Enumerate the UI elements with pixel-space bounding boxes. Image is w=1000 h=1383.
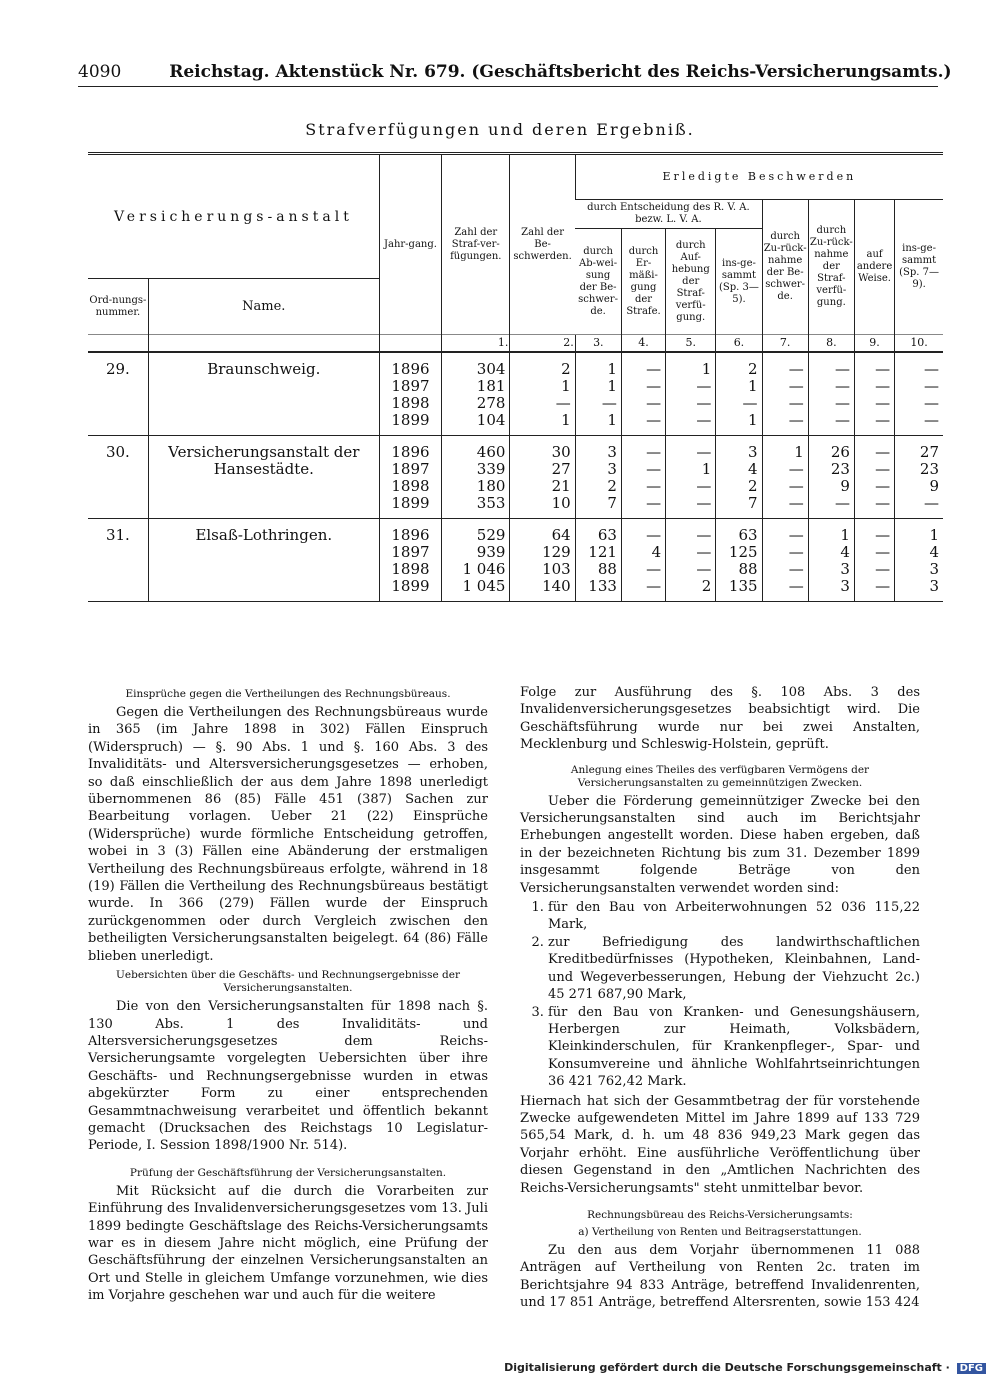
cell-line: 63 (738, 526, 758, 544)
cell-line: — (646, 460, 662, 478)
value-cell (808, 436, 854, 519)
cell-line: 4 (840, 543, 850, 561)
cell-line: 26 (830, 443, 850, 461)
value-cell (379, 519, 441, 602)
amount-list (520, 899, 920, 1090)
cell-line: 133 (588, 577, 617, 595)
cell-line: — (696, 494, 712, 512)
cell-line: 1 (607, 377, 617, 395)
cell-line: 1 (561, 377, 571, 395)
value-cell (442, 519, 510, 602)
header-c9: auf andere Weise. (854, 200, 894, 335)
cell-line: — (875, 543, 891, 561)
cell-line: 88 (738, 560, 758, 578)
cell-line: 1899 (391, 577, 430, 595)
value-cell (716, 352, 762, 436)
paragraph: Ueber die Förderung gemeinnütziger Zwecke bei den Versicherungsanstalten sind auch im Berichtsjahr Erhebungen angestellt worden. Diese haben ergeben, daß in der bezeichneten Richtung bis zum 31. Dezember 1899 insgesammt folgende Beträge von den Versicherungsanstalten verwendet worden sind: (520, 793, 920, 896)
cell-line: — (696, 543, 712, 561)
cell-line: 1 (607, 360, 617, 378)
cell-line: — (924, 377, 939, 395)
cell-line: 4 (929, 543, 939, 561)
header-c4: durch Er-mäßi-gung der Strafe. (621, 229, 665, 335)
cell-line: 30 (551, 443, 571, 461)
cell-line: — (646, 577, 662, 595)
cell-line: 129 (542, 543, 571, 561)
cell-line: — (788, 477, 804, 495)
cell-line: — (788, 394, 804, 412)
cell-line: 9 (840, 477, 850, 495)
value-cell (895, 519, 943, 602)
value-cell (854, 352, 894, 436)
cell-line: 7 (607, 494, 617, 512)
cell-line: — (646, 394, 662, 412)
paragraph: Zu den aus dem Vorjahr übernommenen 11 088 Anträgen auf Vertheilung von Renten 2c. traten im Berichtsjahre 94 833 Anträge, betreffend Invalidenrenten, und 17 851 Anträge, betreffend Altersrenten, sowie 153 424 (520, 1242, 920, 1311)
cell-line: — (696, 377, 712, 395)
header-entscheidung: durch Entscheidung des R. V. A. bezw. L. V. A. (575, 200, 762, 229)
cell-line: 23 (830, 460, 850, 478)
header-erledigte: Erledigte Beschwerden (575, 154, 943, 200)
header-strafverfuegungen: Zahl der Straf-ver-fügungen. (442, 154, 510, 335)
cell-line: 140 (542, 577, 571, 595)
value-cell (762, 436, 808, 519)
value-cell (621, 519, 665, 602)
list-item: 1. für den Bau von Arbeiterwohnungen 52 036 115,22 Mark, (548, 899, 920, 934)
cell-line: 63 (597, 526, 617, 544)
cell-line: — (696, 526, 712, 544)
running-title: Reichstag. Aktenstück Nr. 679. (Geschäftsbericht des Reichs-Versicherungsamts.) (169, 62, 952, 82)
cell-line: 1 045 (462, 577, 506, 595)
header-anstalt: Versicherungs-anstalt (88, 154, 379, 279)
page-header (78, 62, 952, 82)
cell-line: 104 (476, 411, 506, 429)
anstalt-name-cell: Versicherungsanstalt der Hansestädte. (148, 436, 379, 519)
value-cell (716, 436, 762, 519)
header-c7: durch Zu-rück-nahme der Be-schwer-de. (762, 200, 808, 335)
cell-line: — (696, 560, 712, 578)
right-column (520, 684, 920, 1312)
list-item: 2. zur Befriedigung des landwirthschaftlichen Kreditbedürfnisses (Hypotheken, Kleinbahnen, Land- und Wegeverbesserungen, Hebung der Viehzucht 2c.) 45 271 687,90 Mark, (548, 934, 920, 1004)
column-numbers-row (88, 335, 943, 353)
value-cell (762, 352, 808, 436)
cell-line: 353 (476, 494, 506, 512)
section-heading: Rechnungsbüreau des Reichs-Versicherungsamts: (587, 1208, 853, 1221)
cell-line: 3 (929, 560, 939, 578)
cell-line: — (788, 543, 804, 561)
cell-line: 3 (929, 577, 939, 595)
cell-line: — (875, 411, 891, 429)
colnum: 1. (442, 335, 510, 353)
cell-line: 529 (476, 526, 506, 544)
cell-line: 1898 (391, 560, 430, 578)
cell-line: — (924, 411, 939, 429)
cell-line: 3 (840, 577, 850, 595)
cell-line: 1899 (391, 411, 430, 429)
dfg-logo: DFG (957, 1363, 986, 1374)
value-cell (808, 352, 854, 436)
digitization-footer: Digitalisierung gefördert durch die Deutsche Forschungsgemeinschaft · DFG (504, 1361, 986, 1374)
cell-line: 3 (607, 443, 617, 461)
cell-line: 64 (551, 526, 571, 544)
cell-line: 278 (476, 394, 506, 412)
value-cell (895, 352, 943, 436)
cell-line: — (696, 411, 712, 429)
cell-line: 1896 (391, 443, 430, 461)
colnum: 6. (716, 335, 762, 353)
cell-line: — (834, 411, 850, 429)
cell-line: 9 (929, 477, 939, 495)
cell-line: 1897 (391, 377, 430, 395)
cell-line: — (555, 394, 571, 412)
cell-line: 103 (542, 560, 571, 578)
cell-line: 2 (701, 577, 712, 595)
cell-line: — (875, 526, 891, 544)
cell-line: — (696, 477, 712, 495)
cell-line: 1 (748, 377, 758, 395)
cell-line: 125 (728, 543, 758, 561)
header-c5: durch Auf-hebung der Straf-verfü-gung. (666, 229, 716, 335)
cell-line: — (646, 377, 662, 395)
cell-line: 1896 (391, 360, 430, 378)
anstalt-name-cell: Braunschweig. (148, 352, 379, 436)
cell-line: — (834, 394, 850, 412)
cell-line: 23 (919, 460, 939, 478)
cell-line: — (646, 477, 662, 495)
cell-line: 88 (597, 560, 617, 578)
left-column (88, 684, 488, 1305)
colnum: 10. (895, 335, 943, 353)
cell-line: — (788, 494, 804, 512)
cell-line: — (646, 411, 662, 429)
cell-line: 1 (929, 526, 939, 544)
cell-line: 1 (607, 411, 617, 429)
table-body (88, 352, 943, 602)
cell-line: — (875, 477, 891, 495)
header-beschwerden: Zahl der Be-schwerden. (510, 154, 575, 335)
cell-line: 1 (701, 360, 712, 378)
ordnungsnummer-cell: 29. (88, 352, 148, 436)
cell-line: 181 (476, 377, 506, 395)
cell-line: 1897 (391, 543, 430, 561)
value-cell (895, 436, 943, 519)
cell-line: — (646, 560, 662, 578)
cell-line: — (834, 360, 850, 378)
cell-line: — (696, 394, 712, 412)
section-heading: Einsprüche gegen die Vertheilungen des Rechnungsbüreaus. (125, 688, 451, 700)
cell-line: 4 (651, 543, 662, 561)
paragraph: Gegen die Vertheilungen des Rechnungsbüreaus wurde in 365 (im Jahre 1898 in 302) Fällen Einspruch (Widerspruch) — §. 90 Abs. 1 und §. 160 Abs. 3 des Invaliditäts- und Altersversicherungsgesetzes — erhoben, so daß einschließlich der aus dem Jahre 1898 unerledigt übernommenen 86 (85) Fälle 451 (387) Sachen zur Bearbeitung vorlagen. Ueber 21 (22) Einsprüche (Widersprüche) wurde förmliche Entscheidung getroffen, wobei in 3 (3) Fällen eine Abänderung der erstmaligen Vertheilung des Rechnungsbüreaus erfolgte, während in 18 (19) Fällen die Vertheilung des Rechnungsbüreaus bestätigt wurde. In 366 (279) Fällen wurde der Einspruch zurückgenommen oder durch Vergleich zwischen den betheiligten Versicherungsanstalten beigelegt. 64 (86) Fälle blieben unerledigt. (88, 705, 488, 964)
cell-line: 3 (607, 460, 617, 478)
paragraph: Mit Rücksicht auf die durch die Vorarbeiten zur Einführung des Invalidenversicherungsgesetzes vom 13. Juli 1899 bedingte Geschäftslage des Reichs-Versicherungsamts war es in diesem Jahre nicht möglich, eine Prüfung der Geschäftsführung der einzelnen Versicherungsanstalten an Ort und Stelle in gleichem Umfange vorzunehmen, wie dies im Vorjahre geschehen war und auch für die weitere (88, 1183, 488, 1304)
cell-line: 1 (794, 443, 804, 461)
cell-line: — (646, 494, 662, 512)
cell-line: — (875, 460, 891, 478)
cell-line: — (788, 360, 804, 378)
paragraph: Folge zur Ausführung des §. 108 Abs. 3 des Invalidenversicherungsgesetzes beabsichtigt wird. Die Geschäftsführung wurde nur bei zwei Anstalten, Mecklenburg und Schleswig-Holstein, geprüft. (520, 685, 920, 753)
cell-line: — (788, 526, 804, 544)
colnum: 8. (808, 335, 854, 353)
cell-line: — (696, 443, 712, 461)
value-cell (716, 519, 762, 602)
cell-line: 2 (748, 477, 758, 495)
colnum: 9. (854, 335, 894, 353)
value-cell (510, 436, 575, 519)
cell-line: 1899 (391, 494, 430, 512)
cell-line: 1 (748, 411, 758, 429)
cell-line: 2 (607, 477, 617, 495)
cell-line: — (788, 577, 804, 595)
cell-line: 339 (476, 460, 506, 478)
cell-line: 1896 (391, 526, 430, 544)
header-name: Name. (148, 279, 379, 335)
cell-line: — (646, 360, 662, 378)
value-cell (808, 519, 854, 602)
statistics-table (88, 152, 943, 602)
cell-line: — (875, 577, 891, 595)
value-cell (379, 352, 441, 436)
cell-line: 10 (551, 494, 571, 512)
value-cell (666, 352, 716, 436)
value-cell (666, 519, 716, 602)
header-ordnungsnummer: Ord-nungs-nummer. (88, 279, 148, 335)
cell-line: — (875, 394, 891, 412)
section-heading: Prüfung der Geschäftsführung der Versicherungsanstalten. (129, 1166, 447, 1179)
cell-line: — (924, 360, 939, 378)
cell-line: — (788, 460, 804, 478)
value-cell (575, 519, 621, 602)
section-heading: Uebersichten über die Geschäfts- und Rechnungsergebnisse der Versicherungsanstalten. (116, 969, 460, 995)
cell-line: — (646, 526, 662, 544)
list-item: 3. für den Bau von Kranken- und Genesungshäusern, Herbergen zur Heimath, Volksbädern, Kleinkinderschulen, für Krankenpfleger-, Spar- und Konsumvereine und ähnliche Wohlfahrtseinrichtungen 36 421 762,42 Mark. (548, 1004, 920, 1091)
value-cell (575, 352, 621, 436)
cell-line: 2 (748, 360, 758, 378)
section-subheading: a) Vertheilung von Renten und Beitragserstattungen. (578, 1225, 862, 1238)
cell-line: — (601, 394, 617, 412)
cell-line: 2 (561, 360, 571, 378)
colnum: 5. (666, 335, 716, 353)
ordnungsnummer-cell: 30. (88, 436, 148, 519)
value-cell (442, 352, 510, 436)
value-cell (442, 436, 510, 519)
table-caption: Strafverfügungen und deren Ergebniß. (305, 120, 695, 139)
value-cell (575, 436, 621, 519)
paragraph: Hiernach hat sich der Gesammtbetrag der für vorstehende Zwecke aufgewendeten Mittel im Jahre 1899 auf 133 729 565,54 Mark, d. h. um 48 836 949,23 Mark gegen das Vorjahr erhöht. Eine ausführliche Veröffentlichung über diesen Gegenstand in den „Amtlichen Nachrichten des Reichs-Versicherungsamts" steht unmittelbar bevor. (520, 1093, 920, 1196)
cell-line: — (646, 443, 662, 461)
header-c3: durch Ab-wei-sung der Be-schwer-de. (575, 229, 621, 335)
paragraph: Die von den Versicherungsanstalten für 1898 nach §. 130 Abs. 1 des Invaliditäts- und Altersversicherungsgesetzes dem Reichs-Versicherungsamte vorgelegten Uebersichten über ihre Geschäfts- und Rechnungsergebnisse wurden in etwas abgekürzter Form zu einer entsprechenden Gesammtnachweisung verarbeitet und öffentlich bekannt gemacht (Drucksachen des Reichstags 10 Legislatur-Periode, I. Session 1898/1900 Nr. 514). (88, 999, 488, 1154)
cell-line: — (875, 377, 891, 395)
value-cell (621, 436, 665, 519)
header-rule (78, 86, 938, 87)
cell-line: 1898 (391, 477, 430, 495)
header-c10: ins-ge-sammt (Sp. 7—9). (895, 200, 943, 335)
cell-line: 121 (588, 543, 617, 561)
cell-line: 1 046 (462, 560, 506, 578)
anstalt-name-cell: Elsaß-Lothringen. (148, 519, 379, 602)
value-cell (379, 436, 441, 519)
colnum: 4. (621, 335, 665, 353)
cell-line: 3 (840, 560, 850, 578)
cell-line: 135 (728, 577, 758, 595)
value-cell (762, 519, 808, 602)
cell-line: 1897 (391, 460, 430, 478)
table-row (88, 436, 943, 519)
cell-line: — (924, 494, 939, 512)
colnum: 2. (510, 335, 575, 353)
value-cell (510, 352, 575, 436)
table-row (88, 519, 943, 602)
value-cell (854, 519, 894, 602)
cell-line: — (788, 560, 804, 578)
header-jahrgang: Jahr-gang. (379, 154, 441, 335)
value-cell (666, 436, 716, 519)
header-c8: durch Zu-rück-nahme der Straf-verfü-gung. (808, 200, 854, 335)
cell-line: 27 (551, 460, 571, 478)
section-heading: Anlegung eines Theiles des verfügbaren Vermögens der Versicherungsanstalten zu gemeinnützigen Zwecken. (570, 763, 870, 789)
cell-line: — (742, 394, 758, 412)
value-cell (510, 519, 575, 602)
header-c6: ins-ge-sammt (Sp. 3—5). (716, 229, 762, 335)
cell-line: 21 (551, 477, 571, 495)
cell-line: — (875, 560, 891, 578)
cell-line: 460 (476, 443, 506, 461)
table-row (88, 352, 943, 436)
cell-line: — (788, 411, 804, 429)
cell-line: 4 (748, 460, 758, 478)
colnum: 3. (575, 335, 621, 353)
cell-line: — (875, 360, 891, 378)
cell-line: 304 (476, 360, 506, 378)
cell-line: — (924, 394, 939, 412)
colnum: 7. (762, 335, 808, 353)
cell-line: 180 (476, 477, 506, 495)
cell-line: 3 (748, 443, 758, 461)
footer-text: Digitalisierung gefördert durch die Deutsche Forschungsgemeinschaft (504, 1361, 942, 1374)
cell-line: 7 (748, 494, 758, 512)
cell-line: — (875, 494, 891, 512)
ordnungsnummer-cell: 31. (88, 519, 148, 602)
cell-line: — (875, 443, 891, 461)
cell-line: 1 (840, 526, 850, 544)
cell-line: — (834, 494, 850, 512)
value-cell (621, 352, 665, 436)
cell-line: — (834, 377, 850, 395)
value-cell (854, 436, 894, 519)
cell-line: 939 (476, 543, 506, 561)
cell-line: 27 (919, 443, 939, 461)
cell-line: 1 (561, 411, 571, 429)
cell-line: 1 (701, 460, 712, 478)
cell-line: 1898 (391, 394, 430, 412)
cell-line: — (788, 377, 804, 395)
page-number: 4090 (78, 62, 122, 82)
